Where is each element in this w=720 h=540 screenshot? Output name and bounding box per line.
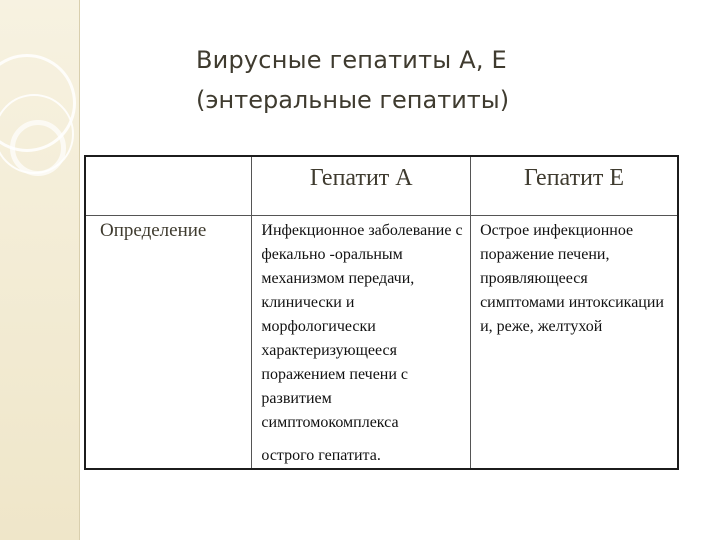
header-hepatitis-a: Гепатит А xyxy=(252,156,471,216)
header-hepatitis-e: Гепатит Е xyxy=(471,156,678,216)
table-header-row xyxy=(85,156,678,216)
hepatitis-a-definition-text: Инфекционное заболевание с фекально -оральным механизмом передачи, клинически и морфологически характеризующееся поражением печени с развитием симптомокомплекса xyxy=(261,222,463,431)
cell-hepatitis-a-definition xyxy=(252,216,471,470)
comparison-table xyxy=(84,155,679,470)
hepatitis-a-definition-tail: острого гепатита. xyxy=(261,447,381,464)
row-label-definition: Определение xyxy=(85,216,252,470)
slide-title: Вирусные гепатиты А, Е xyxy=(196,46,507,74)
hepatitis-e-definition-text: Острое инфекционное поражение печени, проявляющееся симптомами интоксикации и, реже, желтухой xyxy=(480,222,664,335)
cell-hepatitis-e-definition xyxy=(471,216,678,470)
header-empty-cell xyxy=(85,156,252,216)
table-row xyxy=(85,216,678,470)
side-band-edge xyxy=(79,0,80,540)
decorative-side-band xyxy=(0,0,80,540)
slide-subtitle: (энтеральные гепатиты) xyxy=(196,86,510,114)
decorative-ring xyxy=(10,120,66,176)
